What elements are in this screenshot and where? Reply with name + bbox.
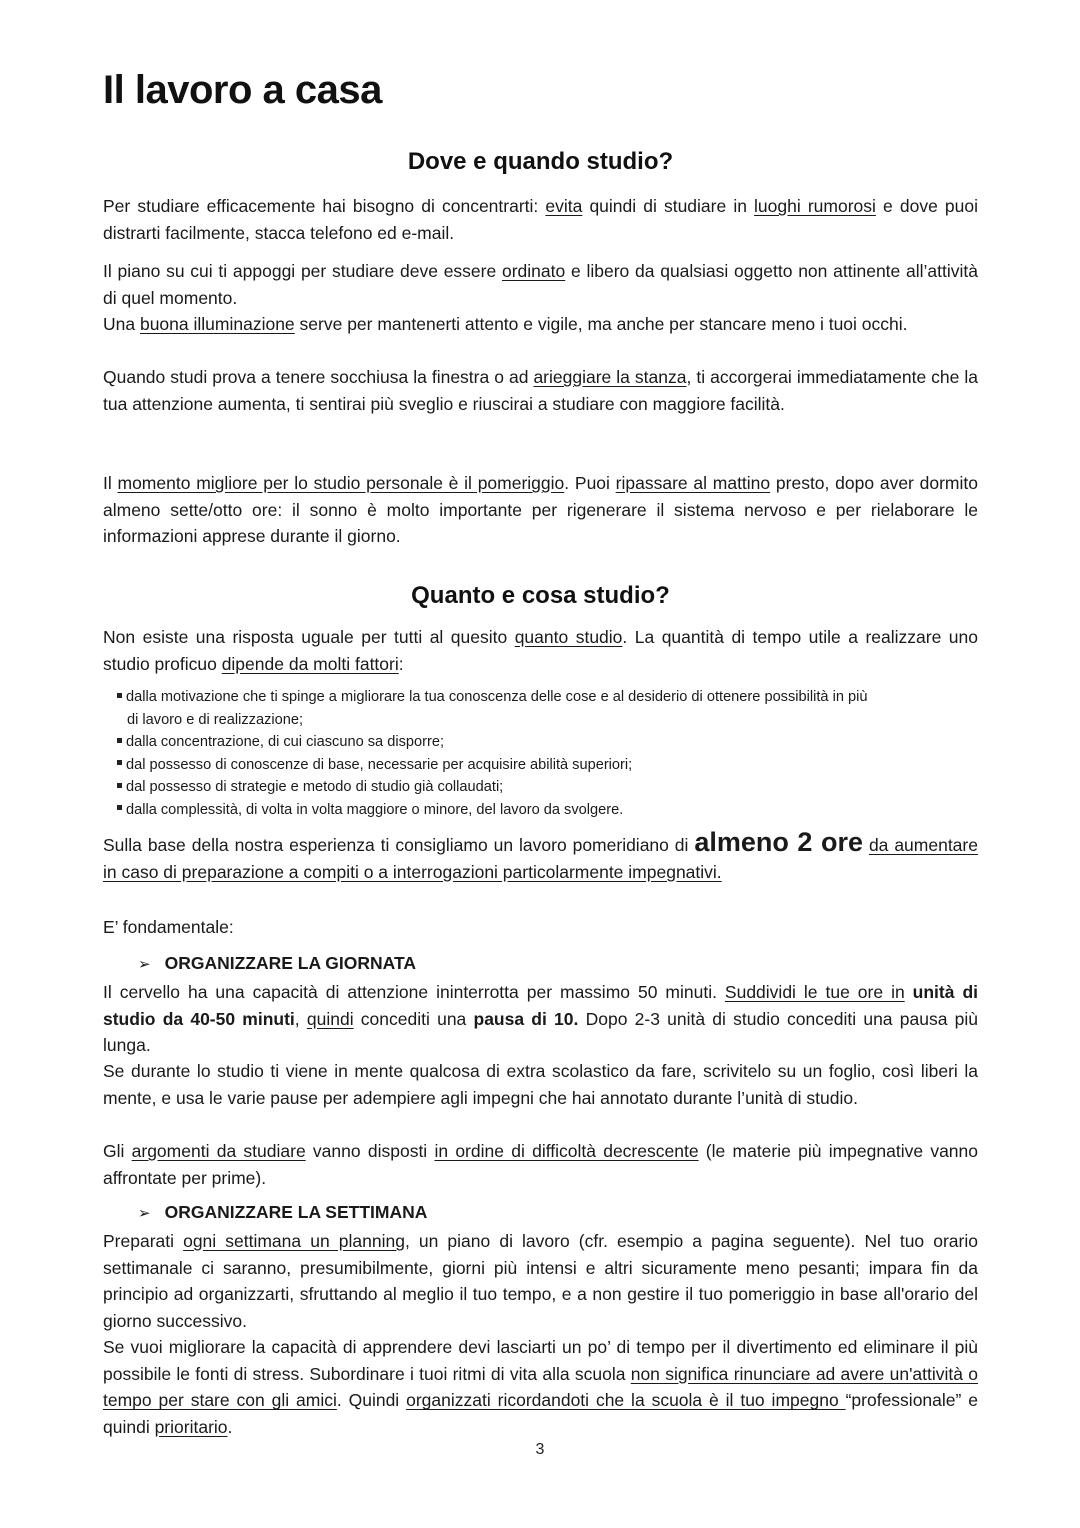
underlined-text: argomenti da studiare [131,1141,306,1161]
subheading-organizzare-settimana: ➢ ORGANIZZARE LA SETTIMANA [138,1202,428,1222]
underlined-text: quanto studio [514,627,623,647]
underlined-text: in ordine di difficoltà decrescente [434,1141,699,1161]
list-item: dalla motivazione che ti spinge a migliorare la tua conoscenza delle cose e al desiderio di ottenere possibilità in più di lavoro e di realizzazione; [117,686,877,731]
paragraph: Il cervello ha una capacità di attenzione ininterrotta per massimo 50 minuti. Suddividi le tue ore in unità di studio da 40-50 minuti, quindi concediti una pausa di 10. Dopo 2-3 unità di studio concediti una pausa più lunga. [103,982,978,1056]
paragraph: Per studiare efficacemente hai bisogno di concentrarti: evita quindi di studiare in luoghi rumorosi e dove puoi distrarti facilmente, stacca telefono ed e-mail. [103,196,978,243]
emphasized-text: pausa di 10. [473,1008,579,1029]
paragraph: Se durante lo studio ti viene in mente qualcosa di extra scolastico da fare, scrivitelo su un foglio, così liberi la mente, e usa le varie pause per adempiere agli impegni che hai annotato durante l’unità di studio. [103,1061,978,1108]
paragraph: Una buona illuminazione serve per mantenerti attento e vigile, ma anche per stancare meno i tuoi occhi. [103,314,908,334]
underlined-text: prioritario [154,1416,228,1437]
underlined-text: Suddividi le tue ore in [724,982,905,1002]
factors-list [117,686,877,821]
underlined-text: da aumentare in caso di preparazione a compiti o a interrogazioni particolarmente impegnativi. [103,835,978,882]
underlined-text: arieggiare la stanza [533,367,687,387]
underlined-text: quindi [306,1008,354,1029]
list-item: dalla complessità, di volta in volta maggiore o minore, del lavoro da svolgere. [117,799,877,822]
paragraph: Il piano su cui ti appoggi per studiare deve essere ordinato e libero da qualsiasi oggetto non attinente all’attività di quel momento. [103,261,978,308]
list-item: dal possesso di conoscenze di base, necessarie per acquisire abilità superiori; [117,754,877,777]
square-bullet-icon [117,693,122,698]
paragraph: Preparati ogni settimana un planning, un piano di lavoro (cfr. esempio a pagina seguente). Nel tuo orario settimanale ci saranno, presumibilmente, giorni più intensi e altri sicuramente meno pesanti; impara fin da principio ad organizzarti, sfruttando al meglio il tuo tempo, e a non gestire il tuo pomeriggio in base all'orario del giorno successivo. [103,1231,978,1331]
arrow-bullet-icon: ➢ [138,955,151,973]
subheading-organizzare-giornata: ➢ ORGANIZZARE LA GIORNATA [138,953,417,973]
underlined-text: buona illuminazione [139,314,295,334]
square-bullet-icon [117,760,122,765]
paragraph-intro: Non esiste una risposta uguale per tutti al quesito quanto studio. La quantità di tempo utile a realizzare uno studio proficuo dipende da molti fattori: [103,627,978,674]
page-number: 3 [535,1441,545,1458]
list-item: dalla concentrazione, di cui ciascuno sa disporre; [117,731,877,754]
underlined-text: dipende da molti fattori [221,653,399,674]
section-heading-quanto-cosa: Quanto e cosa studio? [411,582,670,609]
underlined-text: momento migliore per lo studio personale è il pomeriggio [117,473,565,493]
paragraph: Quando studi prova a tenere socchiusa la finestra o ad arieggiare la stanza, ti accorgerai immediatamente che la tua attenzione aumenta, ti sentirai più sveglio e riuscirai a studiare con maggiore facilità. [103,367,979,414]
recommendation-paragraph: Sulla base della nostra esperienza ti consigliamo un lavoro pomeridiano di almeno 2 ore da aumentare in caso di preparazione a compiti o a interrogazioni particolarmente impegnativi. [103,827,978,882]
page-title: Il lavoro a casa [103,68,382,112]
underlined-text: luoghi rumorosi [754,196,876,216]
underlined-text: organizzati ricordandoti che la scuola è il tuo impegno [406,1390,846,1411]
emphasized-text: almeno 2 ore [694,827,864,857]
paragraph: Il momento migliore per lo studio personale è il pomeriggio. Puoi ripassare al mattino presto, dopo aver dormito almeno sette/otto ore: il sonno è molto importante per rigenerare il sistema nervoso e per rielaborare le informazioni apprese durante il giorno. [103,473,978,547]
paragraph: Gli argomenti da studiare vanno disposti in ordine di difficoltà decrescente (le materie più impegnative vanno affrontate per prime). [103,1141,978,1188]
square-bullet-icon [117,805,122,810]
underlined-text: ripassare al mattino [615,473,771,493]
underlined-text: non significa rinunciare ad avere un'attività o tempo per stare con gli amici [103,1363,979,1411]
underlined-text: evita [545,196,583,216]
emphasized-text: unità di studio da 40-50 minuti [103,982,978,1029]
underlined-text: ogni settimana un planning [183,1231,405,1251]
list-item: dal possesso di strategie e metodo di studio già collaudati; [117,776,877,799]
square-bullet-icon [117,738,122,743]
fundamental-label: E’ fondamentale: [103,917,234,937]
arrow-bullet-icon: ➢ [138,1204,151,1222]
section-heading-dove-quando: Dove e quando studio? [407,148,674,175]
underlined-text: ordinato [501,261,566,281]
paragraph: Se vuoi migliorare la capacità di apprendere devi lasciarti un po’ di tempo per il divertimento ed eliminare il più possibile le fonti di stress. Subordinare i tuoi ritmi di vita alla scuola non significa rinunciare ad avere un'attività o tempo per stare con gli amici. Quindi organizzati ricordandoti che la scuola è il tuo impegno “professionale” e quindi prioritario. [103,1337,979,1437]
square-bullet-icon [117,783,122,788]
